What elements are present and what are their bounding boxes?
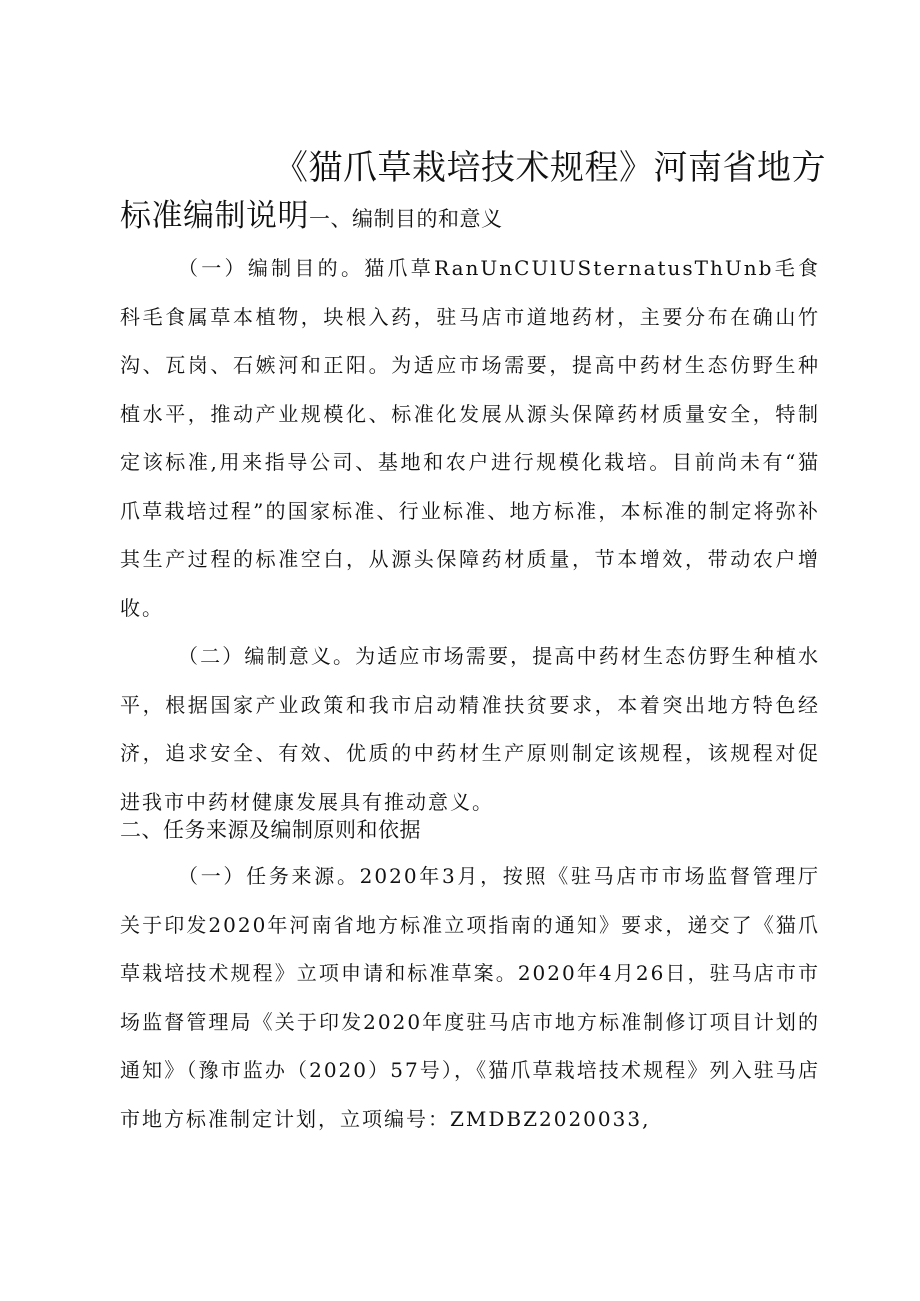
document-title-line-1: 《猫爪草栽培技术规程》河南省地方 bbox=[274, 148, 826, 188]
section-1-paragraph-2: （二）编制意义。为适应市场需要，提高中药材生态仿野生种植水平，根据国家产业政策和我市启动精准扶贫要求，本着突出地方特色经济，追求安全、有效、优质的中药材生产原则制定该规程，该规程对促进我市中药材健康发展具有推动意义。 bbox=[120, 644, 820, 814]
section-1-paragraph-1: （一）编制目的。猫爪草RanUnCUlUSternatusThUnb毛食科毛食属草本植物，块根入药，驻马店市道地药材，主要分布在确山竹沟、瓦岗、石嫉河和正阳。为适应市场需要，提高中药材生态仿野生种植水平，推动产业规模化、标准化发展从源头保障药材质量安全，特制定该标准,用来指导公司、基地和农户进行规模化栽培。目前尚未有“猫爪草栽培过程”的国家标准、行业标准、地方标准，本标准的制定将弥补其生产过程的标准空白，从源头保障药材质量，节本增效，带动农户增收。 bbox=[120, 256, 820, 620]
section-2-heading: 二、任务来源及编制原则和依据 bbox=[120, 818, 421, 842]
document-title-main: 标准编制说明 bbox=[120, 198, 309, 234]
section-1-heading: 一、编制目的和意义 bbox=[309, 207, 503, 231]
document-title-line-2 bbox=[120, 194, 503, 243]
section-2-paragraph-1: （一）任务来源。2020年3月，按照《驻马店市市场监督管理厅关于印发2020年河南省地方标准立项指南的通知》要求，递交了《猫爪草栽培技术规程》立项申请和标准草案。2020年4月26日，驻马店市市场监督管理局《关于印发2020年度驻马店市地方标准制修订项目计划的通知》（豫市监办（2020）57号），《猫爪草栽培技术规程》列入驻马店市地方标准制定计划，立项编号：ZMDBZ2020033, bbox=[120, 864, 820, 1131]
